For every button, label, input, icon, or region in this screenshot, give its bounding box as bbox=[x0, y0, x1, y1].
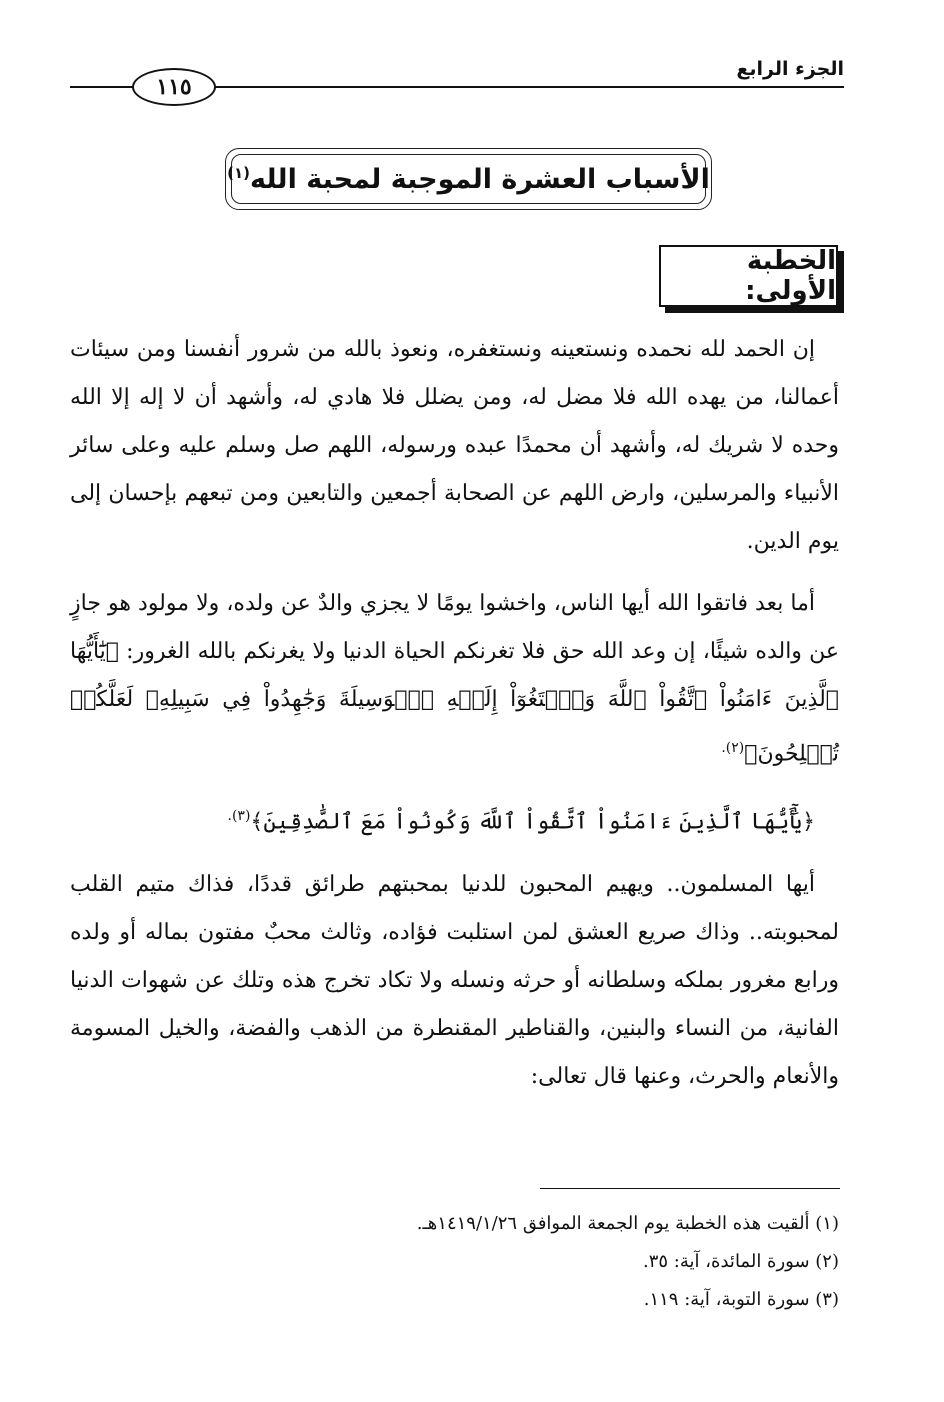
running-title: الجزء الرابع bbox=[736, 58, 844, 80]
footnote-reference: (٣). bbox=[227, 808, 251, 825]
page-title-text: الأسباب العشرة الموجبة لمحبة الله bbox=[250, 163, 710, 195]
paragraph bbox=[70, 861, 839, 1101]
page-number: ١١٥ bbox=[132, 68, 216, 106]
footnotes bbox=[70, 1205, 839, 1319]
page-title bbox=[227, 164, 710, 195]
paragraph-text: أيها المسلمون.. ويهيم المحبون للدنيا بمحبتهم طرائق قددًا، فذاك متيم القلب لمحبوبته.. وذاك صريع العشق لمن استلبت فؤاده، وثالث محبٌ مفتون بماله أو ولده ورابع مغرور بملكه وسلطانه أو حرثه ونسله ولا تكاد تخرج هذه وتلك عن شهوات الدنيا الفانية، من النساء والبنين، والقناطير المقنطرة من الذهب والفضة، والخيل المسومة والأنعام والحرث، وعنها قال تعالى: bbox=[70, 871, 839, 1089]
verse-paragraph bbox=[70, 792, 839, 846]
section-heading-box bbox=[659, 245, 838, 307]
footnote-separator bbox=[540, 1188, 840, 1189]
title-frame bbox=[225, 148, 712, 210]
footnote: (١) ألقيت هذه الخطبة يوم الجمعة الموافق ١٤١٩/١/٢٦هـ. bbox=[416, 1213, 839, 1234]
paragraph bbox=[70, 326, 839, 566]
footnote-reference: (٢). bbox=[721, 740, 745, 756]
section-heading: الخطبة الأولى: bbox=[745, 246, 836, 306]
paragraph-text: ﴿يَٰٓأَيُّهَا ٱلَّذِينَ ءَامَنُواْ ٱتَّقُواْ ٱللَّهَ وَكُونُواْ مَعَ ٱلصَّٰدِقِينَ﴾ bbox=[250, 809, 815, 835]
footnote: (٢) سورة المائدة، آية: ٣٥. bbox=[643, 1251, 839, 1272]
paragraph-text: إن الحمد لله نحمده ونستعينه ونستغفره، ونعوذ بالله من شرور أنفسنا ومن سيئات أعمالنا، من يهده الله فلا مضل له، ومن يضلل فلا هادي له، وأشهد أن لا إله إلا الله وحده لا شريك له، وأشهد أن محمدًا عبده ورسوله، اللهم صل وسلم عليه وعلى سائر الأنبياء والمرسلين، وارض اللهم عن الصحابة أجمعين والتابعين ومن تبعهم بإحسان إلى يوم الدين. bbox=[70, 337, 839, 554]
paragraph-text: أما بعد فاتقوا الله أيها الناس، واخشوا يومًا لا يجزي والدٌ عن ولده، ولا مولود هو جازٍ عن والده شيئًا، إن وعد الله حق فلا تغرنكم الحياة الدنيا ولا يغرنكم بالله الغرور: ﴿يَٰٓأَيُّهَا ٱلَّذِينَ ءَامَنُواْ ٱتَّقُواْ ٱللَّهَ وَٱبۡتَغُوٓاْ إِلَيۡهِ ٱلۡوَسِيلَةَ وَجَٰهِدُواْ فِي سَبِيلِهِۦ لَعَلَّكُمۡ تُفۡلِحُونَ﴾ bbox=[70, 591, 839, 767]
running-header bbox=[70, 58, 844, 98]
footnote: (٣) سورة التوبة، آية: ١١٩. bbox=[643, 1289, 839, 1310]
title-footnote-marker: (١) bbox=[227, 163, 251, 182]
paragraph bbox=[70, 580, 839, 778]
body-text bbox=[70, 326, 839, 1115]
